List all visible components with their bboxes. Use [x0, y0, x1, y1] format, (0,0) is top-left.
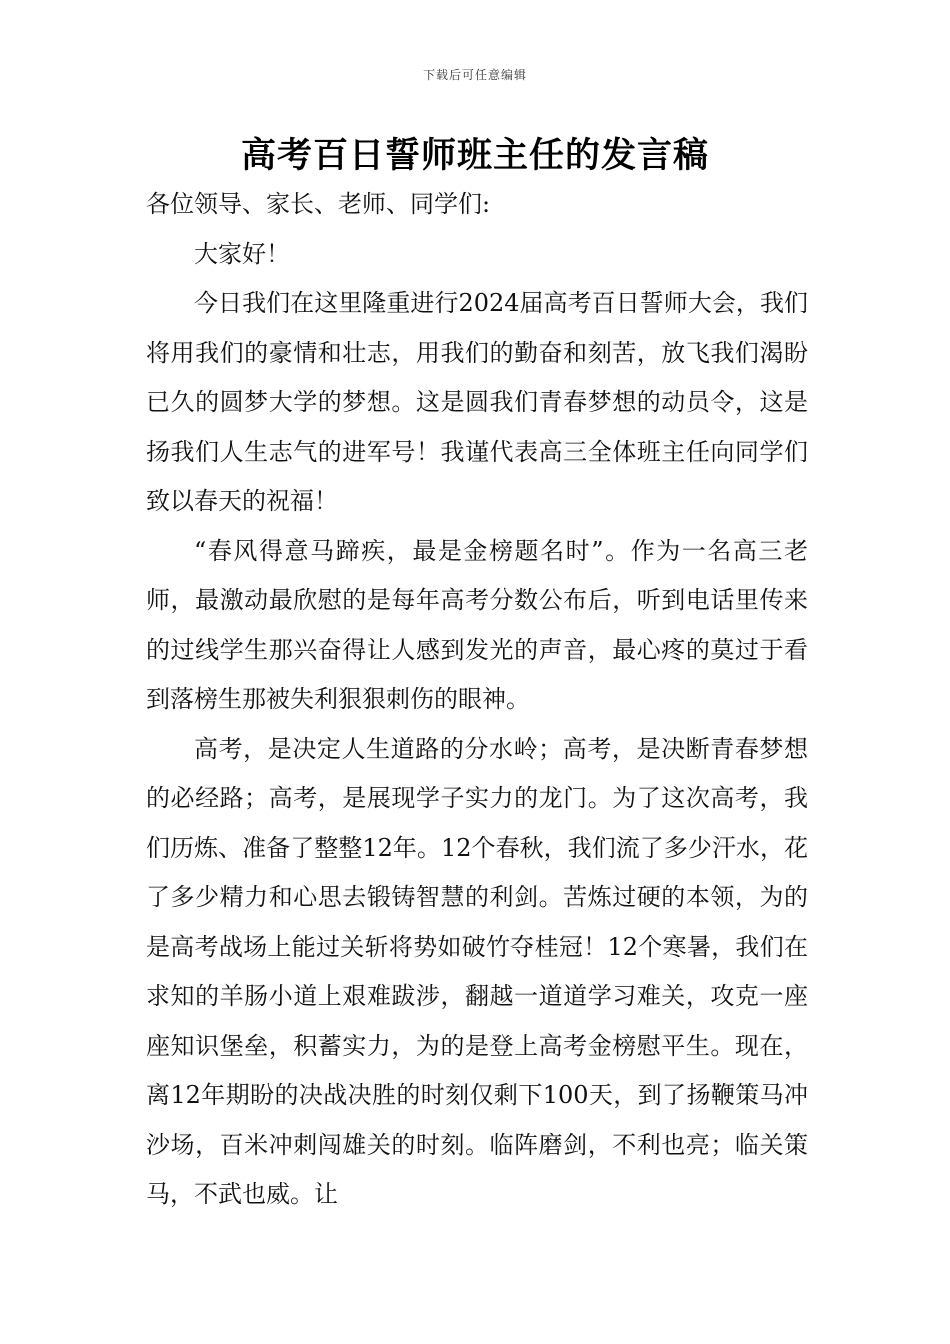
document-title: 高考百日誓师班主任的发言稿	[240, 136, 709, 176]
paragraph: “春风得意马蹄疾，最是金榜题名时”。作为一名高三老师，最激动最欣慰的是每年高考分数公布后，听到电话里传来的过线学生那兴奋得让人感到发光的声音，最心疼的莫过于看到落榜生那被失利狠狠刺伤的眼神。	[146, 536, 808, 713]
document-body	[146, 180, 808, 1220]
salutation: 各位领导、家长、老师、同学们:	[146, 190, 491, 218]
paragraph: 今日我们在这里隆重进行2024届高考百日誓师大会，我们将用我们的豪情和壮志，用我们的勤奋和刻苦，放飞我们渴盼已久的圆梦大学的梦想。这是圆我们青春梦想的动员令，这是扬我们人生志气的进军号！我谨代表高三全体班主任向同学们致以春天的祝福！	[146, 289, 808, 515]
greeting-paragraph: 大家好！	[194, 239, 290, 268]
paragraph: 高考，是决定人生道路的分水岭；高考，是决断青春梦想的必经路；高考，是展现学子实力的龙门。为了这次高考，我们历炼、准备了整整12年。12个春秋，我们流了多少汗水，花了多少精力和心思去锻铸智慧的利剑。苦炼过硬的本领，为的是高考战场上能过关斩将势如破竹夺桂冠！12个寒暑，我们在求知的羊肠小道上艰难跋涉，翻越一道道学习难关，攻克一座座知识堡垒，积蓄实力，为的是登上高考金榜慰平生。现在，离12年期盼的决战决胜的时刻仅剩下100天，到了扬鞭策马冲沙场，百米冲刺闯雄关的时刻。临阵磨剑，不利也亮；临关策马，不武也威。让	[146, 734, 808, 1208]
header-note: 下载后可任意编辑	[422, 68, 527, 82]
